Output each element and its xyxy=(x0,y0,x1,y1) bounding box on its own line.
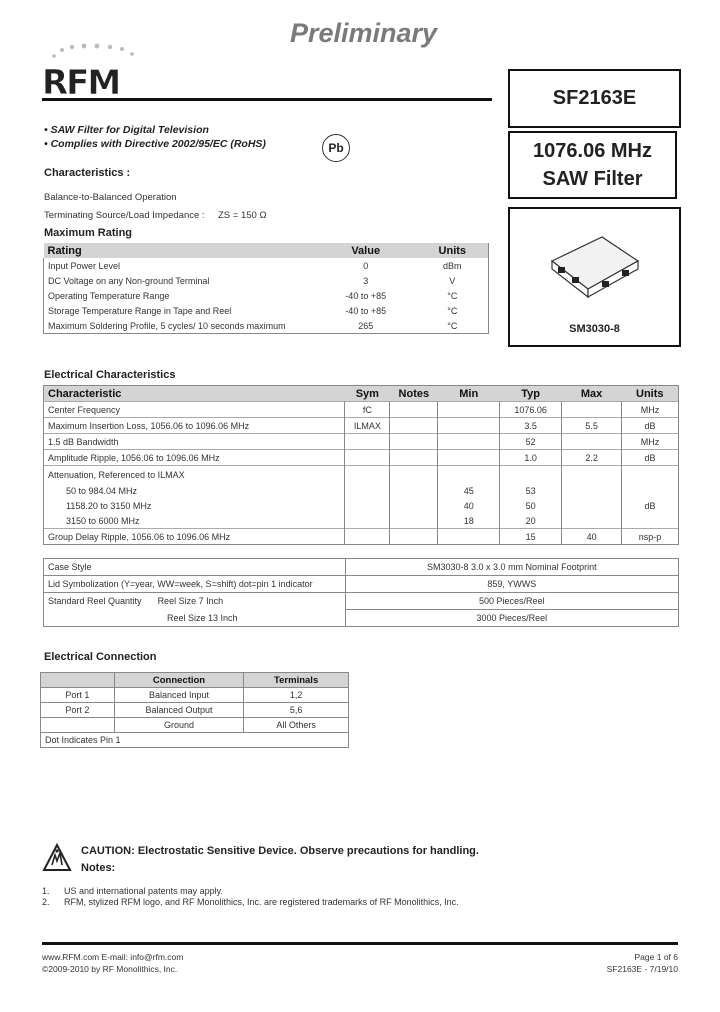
note-2: 2. RFM, stylized RFM logo, and RF Monolithics, Inc. are registered trademarks of RF Monolithics, Inc. xyxy=(42,897,459,907)
table-row: Input Power Level 0 dBm xyxy=(44,258,489,273)
rohs-pb-icon: Pb xyxy=(322,134,350,162)
electrical-table xyxy=(43,385,679,545)
table-row: Storage Temperature Range in Tape and Reel -40 to +85 °C xyxy=(44,303,489,318)
table-row: Dot Indicates Pin 1 xyxy=(41,733,349,748)
table-row: Lid Symbolization (Y=year, WW=week, S=shift) dot=pin 1 indicator 859, YWWS xyxy=(44,576,679,593)
esd-warning-icon xyxy=(42,843,72,873)
table-row: Case Style SM3030-8 3.0 x 3.0 mm Nominal Footprint xyxy=(44,559,679,576)
package-drawing xyxy=(544,229,644,304)
table-row: 1158.20 to 3150 MHz 40 50 dB xyxy=(44,498,679,513)
electrical-title: Electrical Characteristics xyxy=(44,369,176,381)
device-type: SAW Filter xyxy=(542,168,643,190)
table-row: Maximum Insertion Loss, 1056.06 to 1096.06 MHz ILMAX 3.5 5.5 dB xyxy=(44,418,679,434)
package-box xyxy=(508,207,681,347)
table-row: 50 to 984.04 MHz 45 53 xyxy=(44,483,679,498)
max-rating-title: Maximum Rating xyxy=(44,227,133,239)
table-row: DC Voltage on any Non-ground Terminal 3 V xyxy=(44,273,489,288)
table-header-row: Characteristic Sym Notes Min Typ Max Units xyxy=(44,386,679,402)
connection-table xyxy=(40,672,349,748)
package-table xyxy=(43,558,679,627)
part-number-box: SF2163E xyxy=(508,69,681,128)
footer-web: www.RFM.com E-mail: info@rfm.com xyxy=(42,952,184,962)
table-row: 3150 to 6000 MHz 18 20 xyxy=(44,513,679,529)
table-row: Group Delay Ripple, 1056.06 to 1096.06 MHz 15 40 nsp-p xyxy=(44,529,679,545)
table-row: Port 1 Balanced Input 1,2 xyxy=(41,688,349,703)
table-row: Ground All Others xyxy=(41,718,349,733)
header-rule xyxy=(42,98,492,101)
table-row: Standard Reel Quantity Reel Size 7 Inch 500 Pieces/Reel xyxy=(44,593,679,610)
table-row: Center Frequency fC 1076.06 MHz xyxy=(44,402,679,418)
frequency-box xyxy=(508,131,677,199)
feature-2: • Complies with Directive 2002/95/EC (RoHS) xyxy=(44,138,266,150)
table-row: Port 2 Balanced Output 5,6 xyxy=(41,703,349,718)
notes-title: Notes: xyxy=(81,862,116,874)
frequency: 1076.06 MHz xyxy=(533,140,652,162)
char-line-1: Balance-to-Balanced Operation xyxy=(44,192,177,203)
table-row: 1.5 dB Bandwidth 52 MHz xyxy=(44,434,679,450)
char-line-2-label: Terminating Source/Load Impedance : xyxy=(44,210,205,221)
char-line-2-value: ZS = 150 Ω xyxy=(218,210,267,221)
table-header-row: Rating Value Units xyxy=(44,243,489,258)
footer-rule xyxy=(42,942,678,945)
footer-copyright: ©2009-2010 by RF Monolithics, Inc. xyxy=(42,964,178,974)
logo-text: RFM xyxy=(42,63,120,98)
table-row: Reel Size 13 Inch 3000 Pieces/Reel xyxy=(44,610,679,627)
table-row: Operating Temperature Range -40 to +85 °C xyxy=(44,288,489,303)
characteristics-title: Characteristics : xyxy=(44,167,131,179)
table-row: Amplitude Ripple, 1056.06 to 1096.06 MHz 1.0 2.2 dB xyxy=(44,450,679,466)
table-row: Maximum Soldering Profile, 5 cycles/ 10 seconds maximum 265 °C xyxy=(44,318,489,334)
table-header-row: Connection Terminals xyxy=(41,673,349,688)
max-rating-table xyxy=(43,243,489,334)
feature-1: • SAW Filter for Digital Television xyxy=(44,124,209,136)
preliminary-label: Preliminary xyxy=(290,18,438,48)
footer-rev: SF2163E - 7/19/10 xyxy=(606,964,678,974)
note-1: 1. US and international patents may apply. xyxy=(42,886,223,896)
package-label: SM3030-8 xyxy=(569,323,620,335)
footer-page: Page 1 of 6 xyxy=(634,952,678,962)
table-row: Attenuation, Referenced to ILMAX xyxy=(44,466,679,484)
connection-title: Electrical Connection xyxy=(44,651,157,663)
caution-text: CAUTION: Electrostatic Sensitive Device. Observe precautions for handling. xyxy=(81,845,479,857)
rfm-logo xyxy=(42,42,142,98)
